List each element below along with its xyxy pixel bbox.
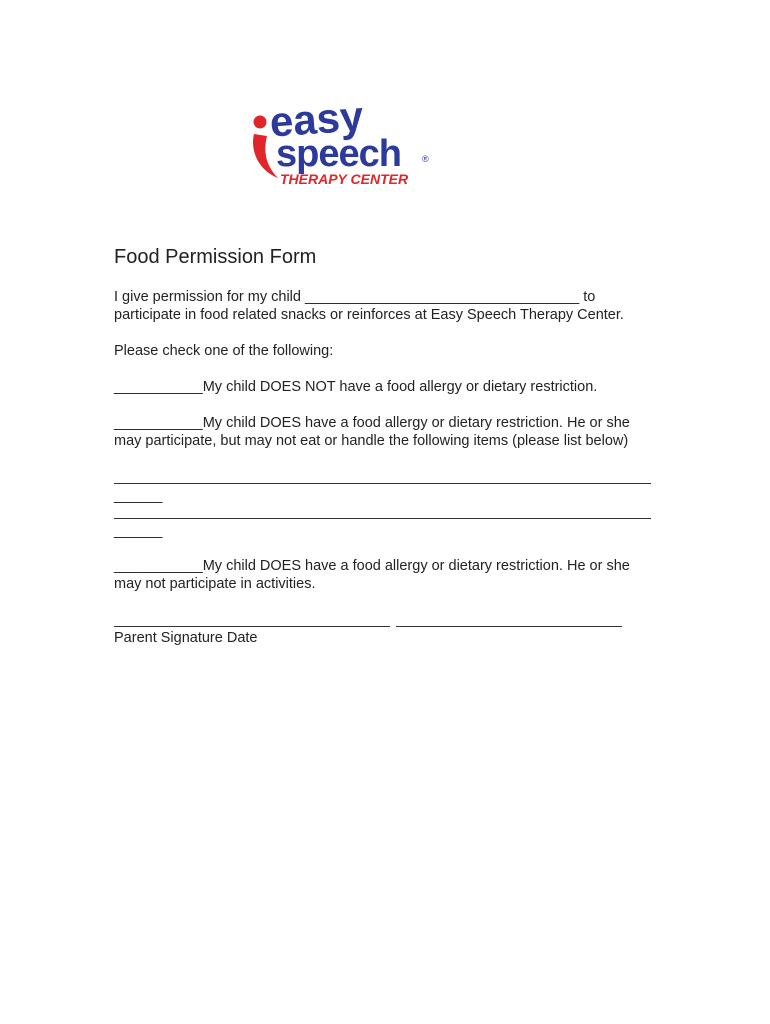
instruction-text: Please check one of the following: [114,343,334,359]
allergy-list-line-1[interactable] [114,483,651,484]
option-allergy-participate-line-2: may participate, but may not eat or handle the following items (please list below) [114,433,629,449]
parent-signature-line[interactable] [114,626,390,627]
intro-line-2: participate in food related snacks or reinforces at Easy Speech Therapy Center. [114,307,624,323]
form-title: Food Permission Form [114,246,317,268]
logo-tagline: THERAPY CENTER [280,171,409,187]
option-no-allergy: ___________My child DOES NOT have a food allergy or dietary restriction. [114,379,598,395]
logo-word-speech: speech [276,133,401,175]
easy-speech-logo [248,92,438,188]
logo-word-easy: easy [268,92,365,146]
option-allergy-participate-line-1: ___________My child DOES have a food allergy or dietary restriction. He or she [114,415,630,431]
logo-registered-mark: ® [422,154,429,164]
signature-date-label: Parent Signature Date [114,630,258,646]
allergy-list-line-2[interactable] [114,518,651,519]
option-allergy-no-participate-line-2: may not participate in activities. [114,576,316,592]
intro-line-1: I give permission for my child __________________________________ to [114,289,596,305]
date-line[interactable] [396,626,622,627]
option-allergy-no-participate-line-1: ___________My child DOES have a food allergy or dietary restriction. He or she [114,558,630,574]
allergy-list-line-1-tail: ______ [114,488,163,504]
allergy-list-line-2-tail: ______ [114,523,163,539]
